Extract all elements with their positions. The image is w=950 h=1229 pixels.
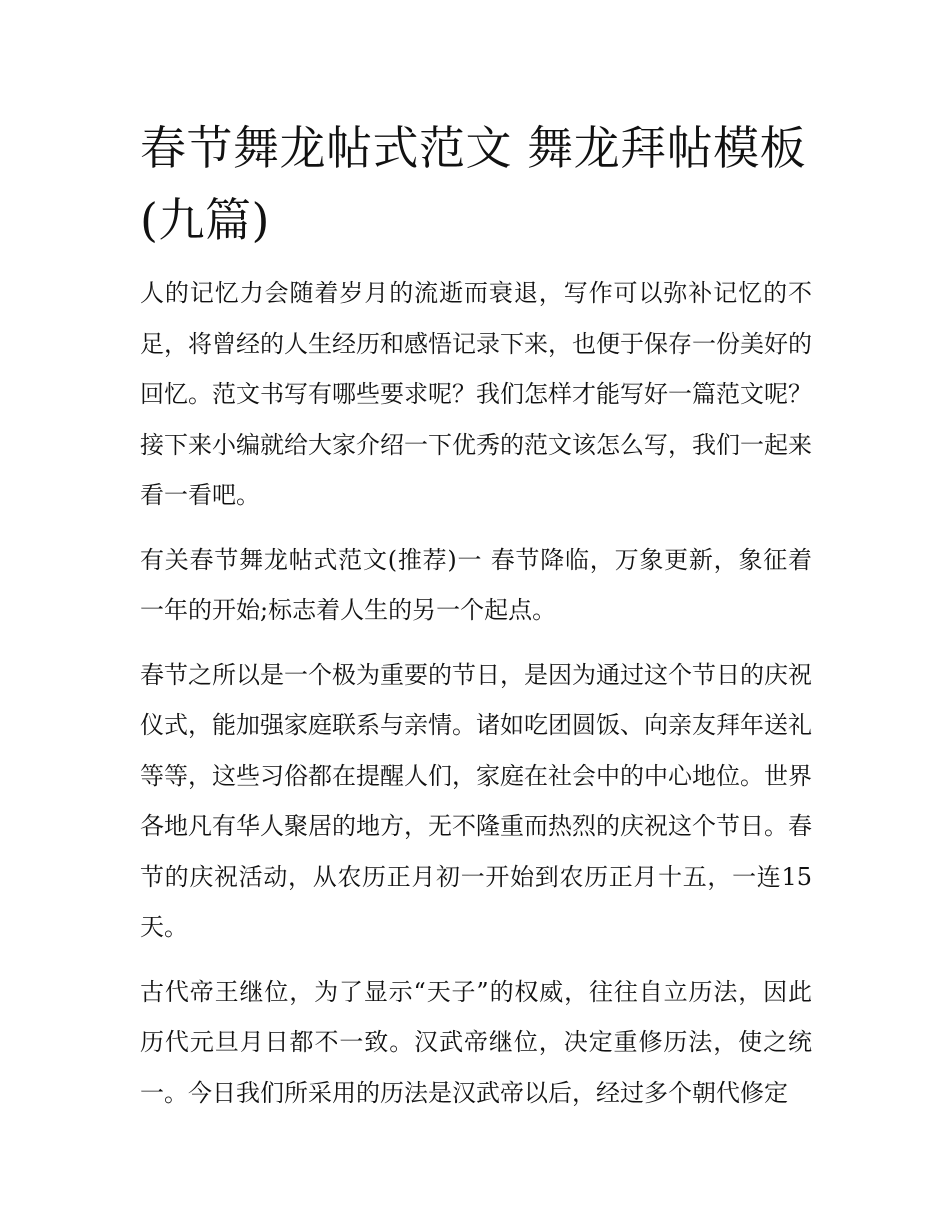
document-title: 春节舞龙帖式范文 舞龙拜帖模板(九篇) [140,121,807,247]
body-paragraph: 古代帝王继位，为了显示“天子”的权威，往往自立历法，因此历代元旦月日都不一致。汉武帝继位，决定重修历法，使之统一。今日我们所采用的历法是汉武帝以后，经过多个朝代修定 [140,977,812,1107]
intro-paragraph: 人的记忆力会随着岁月的流逝而衰退，写作可以弥补记忆的不足，将曾经的人生经历和感悟记录下来，也便于保存一份美好的回忆。范文书写有哪些要求呢？我们怎样才能写好一篇范文呢？接下来小编就给大家介绍一下优秀的范文该怎么写，我们一起来看一看吧。 [140,279,812,509]
body-paragraph: 春节之所以是一个极为重要的节日，是因为通过这个节日的庆祝仪式，能加强家庭联系与亲情。诸如吃团圆饭、向亲友拜年送礼等等，这些习俗都在提醒人们，家庭在社会中的中心地位。世界各地凡有华人聚居的地方，无不隆重而热烈的庆祝这个节日。春节的庆祝活动，从农历正月初一开始到农历正月十五，一连15天。 [140,660,812,941]
document-page [140,112,812,1118]
section-heading-paragraph: 有关春节舞龙帖式范文(推荐)一 春节降临，万象更新，象征着一年的开始;标志着人生的另一个起点。 [140,545,812,624]
